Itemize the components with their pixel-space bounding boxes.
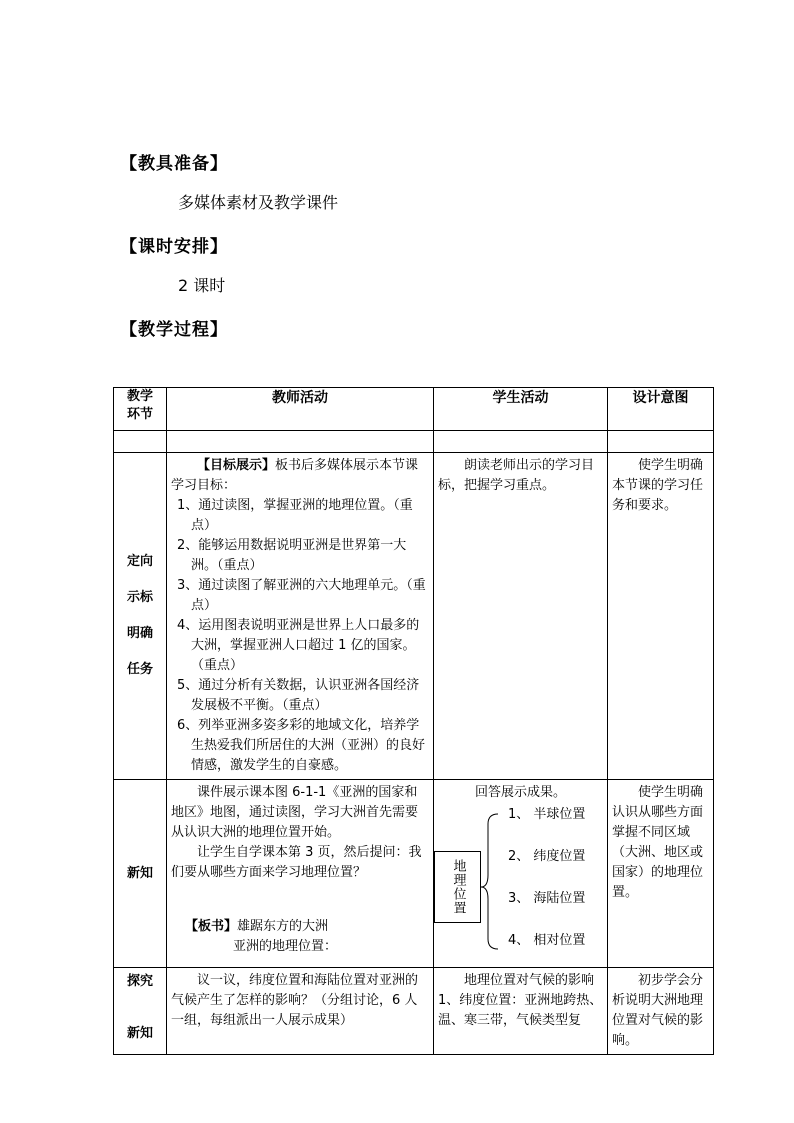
student-cell-3: 地理位置对气候的影响 1、纬度位置：亚洲地跨热、温、寒三带，气候类型复 — [434, 968, 608, 1055]
diagram-item: 4、 相对位置 — [508, 933, 586, 948]
equipment-text: 多媒体素材及教学课件 — [178, 193, 339, 212]
table-row-objectives — [114, 453, 714, 780]
student-cell-1: 朗读老师出示的学习目标，把握学习重点。 — [434, 453, 608, 780]
design-cell-3: 初步学会分析说明大洲地理位置对气候的影响。 — [608, 968, 714, 1055]
teacher-cell-1: 【目标展示】板书后多媒体展示本节课学习目标： 1、通过读图，掌握亚洲的地理位置。（重点） 2、能够运用数据说明亚洲是世界第一大洲。（重点） 3、通过读图了解亚洲的六大地理单元。（重点） 4、运用图表说明亚洲是世界上人口最多的大洲，掌握亚洲人口超过 1 亿的国家。（重点） 5、通过分析有关数据，认识亚洲各国经济发展极不平衡。（重点） 6、列举亚洲多姿多彩的地域文化，培养学生热爱我们所居住的大洲（亚洲）的良好情感，激发学生的自豪感。 — [167, 453, 434, 780]
header-teacher: 教师活动 — [167, 388, 434, 431]
table-header-row — [114, 388, 714, 431]
stage-cell-2: 新知 — [114, 780, 167, 968]
table-row-explore — [114, 968, 714, 1055]
header-stage: 教学环节 — [114, 388, 167, 431]
header-design: 设计意图 — [608, 388, 714, 431]
objective-item: 2、能够运用数据说明亚洲是世界第一大洲。（重点） — [177, 538, 407, 573]
student-cell-2: 回答展示成果。 地理位置 1、 半球位置 2、 纬度位置 3、 海陆位置 4、 相对位置 — [434, 780, 608, 968]
empty-row — [114, 431, 714, 453]
process-heading: 【教学过程】 — [120, 320, 228, 340]
objective-item: 1、通过读图，掌握亚洲的地理位置。（重点） — [177, 498, 413, 533]
stage-cell-1: 定向 示标 明确 任务 — [114, 453, 167, 780]
teacher-cell-3: 议一议，纬度位置和海陆位置对亚洲的气候产生了怎样的影响？（分组讨论，6 人一组，每组派出一人展示成果） — [167, 968, 434, 1055]
teacher-cell-2: 课件展示课本图 6-1-1《亚洲的国家和地区》地图，通过读图，学习大洲首先需要从认识大洲的地理位置开始。 让学生自学课本第 3 页，然后提问：我们要从哪些方面来学习地理位置？ 【板书】雄踞东方的大洲 亚洲的地理位置： — [167, 780, 434, 968]
location-diagram — [434, 803, 607, 966]
table-row-new-knowledge — [114, 780, 714, 968]
equipment-heading: 【教具准备】 — [120, 154, 228, 174]
stage-cell-3: 探究 新知 — [114, 968, 167, 1055]
lesson-table — [113, 387, 714, 1055]
objective-item: 5、通过分析有关数据，认识亚洲各国经济发展极不平衡。（重点） — [177, 678, 420, 713]
diagram-label-box: 地理位置 — [434, 851, 481, 923]
objective-item: 3、通过读图了解亚洲的六大地理单元。（重点） — [177, 578, 426, 613]
diagram-item: 2、 纬度位置 — [508, 849, 586, 864]
schedule-text: 2 课时 — [178, 276, 226, 295]
diagram-item: 1、 半球位置 — [508, 807, 586, 822]
header-student: 学生活动 — [434, 388, 608, 431]
objective-item: 6、列举亚洲多姿多彩的地域文化，培养学生热爱我们所居住的大洲（亚洲）的良好情感，激发学生的自豪感。 — [177, 718, 426, 773]
design-cell-1: 使学生明确本节课的学习任务和要求。 — [608, 453, 714, 780]
diagram-item: 3、 海陆位置 — [508, 891, 586, 906]
schedule-heading: 【课时安排】 — [120, 237, 228, 257]
objective-item: 4、运用图表说明亚洲是世界上人口最多的大洲，掌握亚洲人口超过 1 亿的国家。（重点） — [177, 618, 420, 673]
design-cell-2: 使学生明确认识从哪些方面掌握不同区域（大洲、地区或国家）的地理位置。 — [608, 780, 714, 968]
